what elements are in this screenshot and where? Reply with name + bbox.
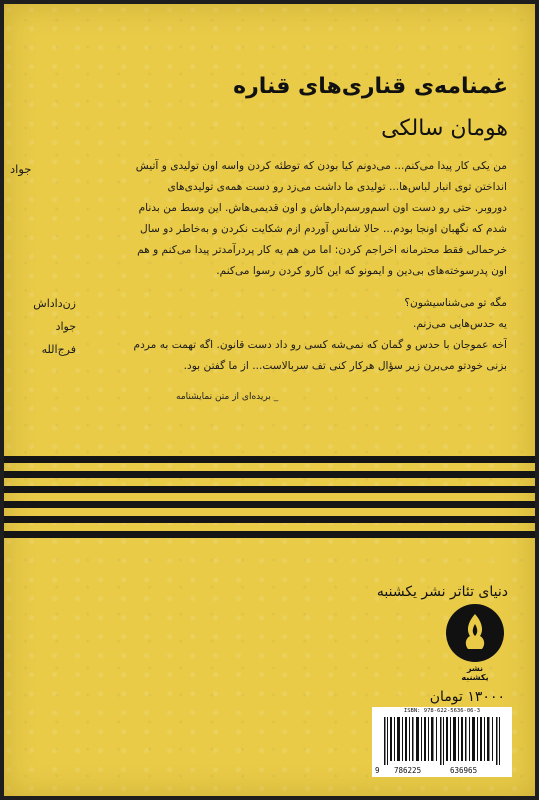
barcode-digits: 786225: [394, 766, 422, 775]
excerpt-line: من یکی کار پیدا می‌کنم... می‌دونم کیا بودن که توطئه کردن واسه اون تولیدی و آتیش: [135, 160, 507, 172]
book-title: غمنامه‌ی قناری‌های قناره: [233, 74, 508, 99]
isbn-number: ISBN: 978-622-5636-06-3: [403, 708, 481, 714]
excerpt-line: یه حدس‌هایی می‌زنم.: [413, 318, 507, 330]
excerpt-source-note: _ بریده‌ای از متن نمایشنامه: [176, 392, 279, 402]
speaker-label: جواد: [10, 162, 32, 176]
stripe: [4, 501, 535, 508]
price-label: ۱۳۰۰۰ تومان: [429, 689, 505, 705]
book-back-cover: [4, 4, 535, 796]
excerpt-line: خرحمالی فقط محترمانه اخراجم کردن: اما من هم یه کار پردرآمدتر پیدا می‌کنم و هم: [137, 244, 507, 256]
excerpt-line: انداختن توی انبار لباس‌ها... تولیدی ما داشت می‌زد رو دست همه‌ی تولیدی‌های: [167, 181, 507, 193]
barcode: [372, 707, 512, 777]
series-title: دنیای تئاتر نشر یکشنبه: [376, 584, 508, 600]
stripe: [4, 531, 535, 538]
excerpt-line: اون پدرسوخته‌های بی‌دین و ایمونو که این کارو کردن رسوا می‌کنم.: [216, 265, 507, 277]
excerpt-line: شدم که نگهبان اونجا بودم... حالا شانس آوردم ازم شکایت نکردن و به‌خاطر دو سال: [140, 223, 507, 235]
barcode-bars: [380, 717, 504, 765]
barcode-digit: 9: [375, 766, 380, 775]
speaker-label: زن‌داداش: [33, 297, 76, 310]
stripe: [4, 471, 535, 478]
logo-caption: نشر یکشنبه: [461, 664, 489, 682]
speaker-label: فرج‌الله: [41, 343, 76, 356]
excerpt-line: دوروبر. حتی رو دست اون اسم‌ورسم‌دارهاش و اون قدیمی‌هاش. این وسط من بدنام: [138, 202, 507, 214]
stripe: [4, 486, 535, 493]
author-name: هومان سالکی: [381, 116, 508, 141]
excerpt-line: مگه تو می‌شناسیشون؟: [404, 297, 507, 309]
publisher-logo-icon: [444, 602, 506, 664]
stripe: [4, 516, 535, 523]
excerpt-line: بزنی خودتو می‌برن زیر سؤال هرکار کنی تف سربالاست... از ما گفتن بود.: [183, 360, 507, 372]
excerpt-line: آخه عموجان با حدس و گمان که نمی‌شه کسی رو داد دست قانون. اگه تهمت به مردم: [133, 339, 507, 351]
speaker-label: جواد: [55, 320, 76, 333]
barcode-digits: 636965: [450, 766, 478, 775]
stripe: [4, 456, 535, 463]
